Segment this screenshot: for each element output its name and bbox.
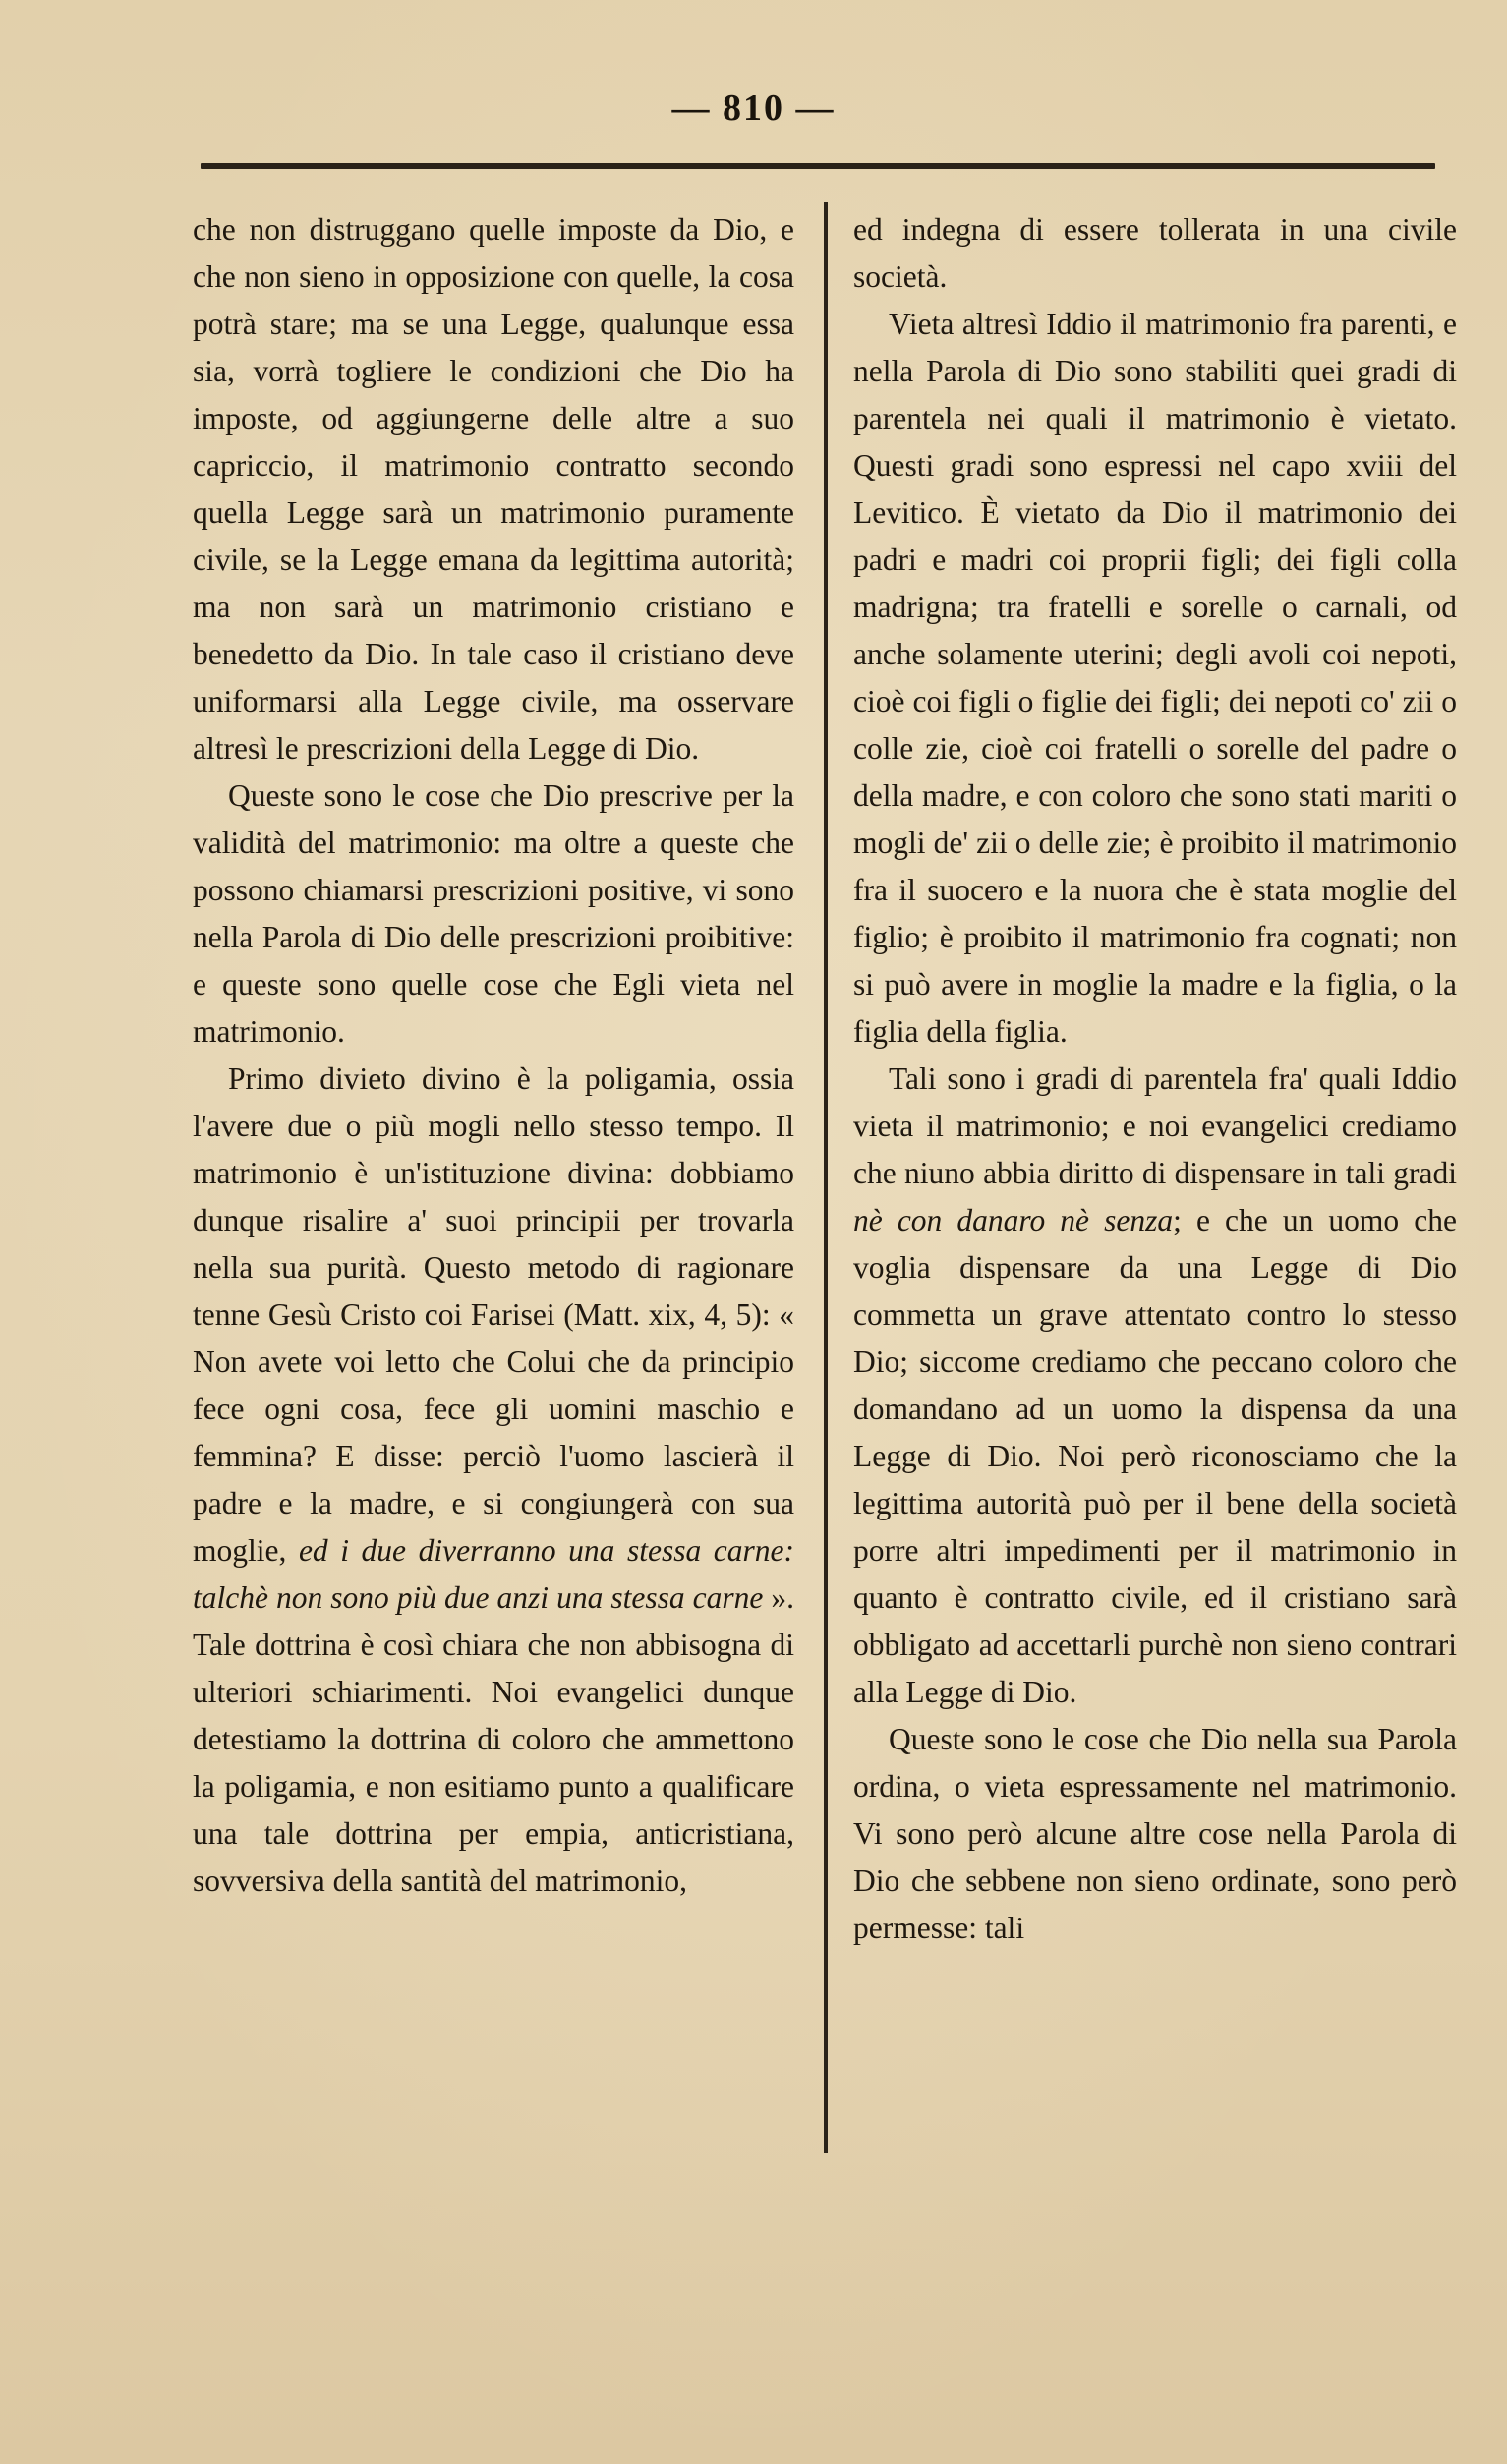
column-divider: [824, 202, 828, 2153]
paragraph-text: Tali sono i gradi di parentela fra' quali Iddio vieta il matrimonio; e noi evangelici crediamo che niuno abbia diritto di dispensare in tali gradi: [853, 1061, 1457, 1190]
italic-quotation: ed i due diverranno una stessa carne: talchè non sono più due anzi una stessa carne: [193, 1533, 794, 1615]
left-column: [193, 206, 794, 1905]
paragraph: Vieta altresì Iddio il matrimonio fra parenti, e nella Parola di Dio sono stabiliti quei gradi di parentela nei quali il matrimonio è vietato. Questi gradi sono espressi nel capo xviii del Levitico. È vietato da Dio il matrimonio dei padri e madri coi proprii figli; dei figli colla madrigna; tra fratelli e sorelle o carnali, od anche solamente uterini; degli avoli coi nepoti, cioè coi figli o figlie dei figli; dei nepoti co' zii o colle zie, cioè coi fratelli o sorelle del padre o della madre, e con coloro che sono stati mariti o mogli de' zii o delle zie; è proibito il matrimonio fra il suocero e la nuora che è stata moglie del figlio; è proibito il matrimonio fra cognati; non si può avere in moglie la madre e la figlia, o la figlia della figlia.: [853, 307, 1457, 1049]
header-rule: [201, 163, 1435, 169]
paragraph: Queste sono le cose che Dio nella sua Parola ordina, o vieta espressamente nel matrimonio. Vi sono però alcune altre cose nella Parola di Dio che sebbene non sieno ordinate, sono però permesse: tali: [853, 1722, 1457, 1945]
paragraph-text: Primo divieto divino è la poligamia, ossia l'avere due o più mogli nello stesso tempo. Il matrimonio è un'istituzione divina: dobbiamo dunque risalire a' suoi principii per trovarla nella sua purità. Questo metodo di ragionare tenne Gesù Cristo coi Farisei (Matt. xix, 4, 5): « Non avete voi letto che Colui che da principio fece ogni cosa, fece gli uomini maschio e femmina? E disse: perciò l'uomo lascierà il padre e la madre, e si congiungerà con sua moglie,: [193, 1061, 794, 1568]
italic-phrase: nè con danaro nè senza: [853, 1203, 1174, 1237]
paragraph: che non distruggano quelle imposte da Dio, e che non sieno in opposizione con quelle, la cosa potrà stare; ma se una Legge, qualunque essa sia, vorrà togliere le condizioni che Dio ha imposte, od aggiungerne delle altre a suo capriccio, il matrimonio contratto secondo quella Legge sarà un matrimonio puramente civile, se la Legge emana da legittima autorità; ma non sarà un matrimonio cristiano e benedetto da Dio. In tale caso il cristiano deve uniformarsi alla Legge civile, ma osservare altresì le prescrizioni della Legge di Dio.: [193, 212, 794, 766]
paragraph: Queste sono le cose che Dio prescrive per la validità del matrimonio: ma oltre a queste che possono chiamarsi prescrizioni positive, vi sono nella Parola di Dio delle prescrizioni proibitive: e queste sono quelle cose che Egli vieta nel matrimonio.: [193, 778, 794, 1049]
paragraph-text: ; e che un uomo che voglia dispensare da una Legge di Dio commetta un grave attentato contro lo stesso Dio; siccome crediamo che peccano coloro che domandano ad un uomo la dispensa da una Legge di Dio. Noi però riconosciamo che la legittima autorità può per il bene della società porre altri impedimenti per il matrimonio in quanto è contratto civile, ed il cristiano sarà obbligato ad accettarli purchè non sieno contrari alla Legge di Dio.: [853, 1203, 1457, 1709]
paragraph: [853, 1056, 1457, 1716]
right-column: [853, 206, 1457, 1952]
paragraph-text: ». Tale dottrina è così chiara che non abbisogna di ulteriori schiarimenti. Noi evangelici dunque detestiamo la dottrina di coloro che ammettono la poligamia, e non esitiamo punto a qualificare una tale dottrina per empia, anticristiana, sovversiva della santità del matrimonio,: [193, 1580, 795, 1898]
paragraph: ed indegna di essere tollerata in una civile società.: [853, 212, 1457, 294]
paragraph: [193, 1056, 794, 1905]
page-number: — 810 —: [671, 87, 836, 129]
